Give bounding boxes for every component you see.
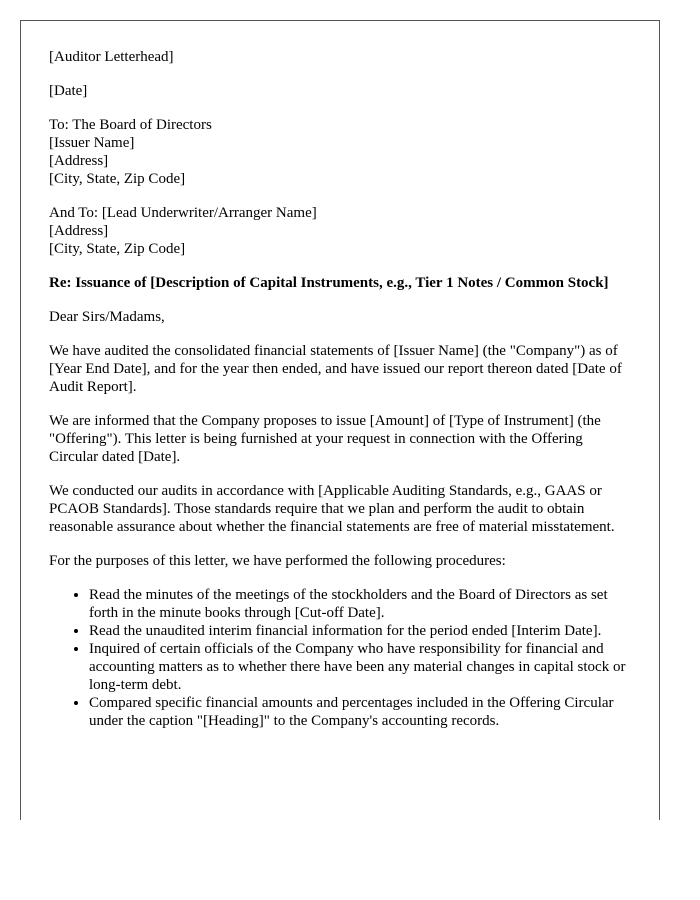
letter-page [20, 20, 660, 820]
list-item: • Compared specific financial amounts and percentages included in the Offering Circular under the caption "[Heading]" to the Company's accounting records. [89, 694, 631, 730]
paragraph-procedures-intro: For the purposes of this letter, we have performed the following procedures: [49, 553, 506, 569]
letterhead [49, 48, 631, 66]
list-item: • Read the minutes of the meetings of the stockholders and the Board of Directors as set forth in the minute books through [Cut-off Date]. [89, 586, 631, 622]
letterhead-text: [Auditor Letterhead] [49, 49, 174, 65]
address-line: And To: [Lead Underwriter/Arranger Name] [49, 205, 317, 221]
subject-line: Re: Issuance of [Description of Capital Instruments, e.g., Tier 1 Notes / Common Stock] [49, 275, 609, 291]
paragraph-offering: We are informed that the Company proposes to issue [Amount] of [Type of Instrument] (the "Offering"). This letter is being furnished at your request in connection with the Offering Circular dated [Date]. [49, 413, 601, 465]
address-line: To: The Board of Directors [49, 117, 212, 133]
address-line: [City, State, Zip Code] [49, 171, 186, 187]
paragraph-standards: We conducted our audits in accordance with [Applicable Auditing Standards, e.g., GAAS or PCAOB Standards]. Those standards require that we plan and perform the audit to obtain reasonable assurance about whether the financial statements are free of material misstatement. [49, 483, 615, 535]
list-item: • Read the unaudited interim financial information for the period ended [Interim Date]. [89, 622, 631, 640]
recipient-address [49, 116, 631, 188]
list-item: • Inquired of certain officials of the Company who have responsibility for financial and accounting matters as to whether there have been any material changes in capital stock or long-term debt. [89, 640, 631, 694]
underwriter-address [49, 204, 631, 258]
address-line: [City, State, Zip Code] [49, 241, 186, 257]
address-line: [Issuer Name] [49, 135, 135, 151]
letter-date [49, 82, 631, 100]
address-line: [Address] [49, 153, 109, 169]
address-line: [Address] [49, 223, 109, 239]
procedures-list [49, 586, 631, 730]
paragraph-audit: We have audited the consolidated financial statements of [Issuer Name] (the "Company") as of [Year End Date], and for the year then ended, and have issued our report thereon dated [Date of Audit Report]. [49, 343, 622, 395]
date-text: [Date] [49, 83, 88, 99]
salutation: Dear Sirs/Madams, [49, 309, 165, 325]
